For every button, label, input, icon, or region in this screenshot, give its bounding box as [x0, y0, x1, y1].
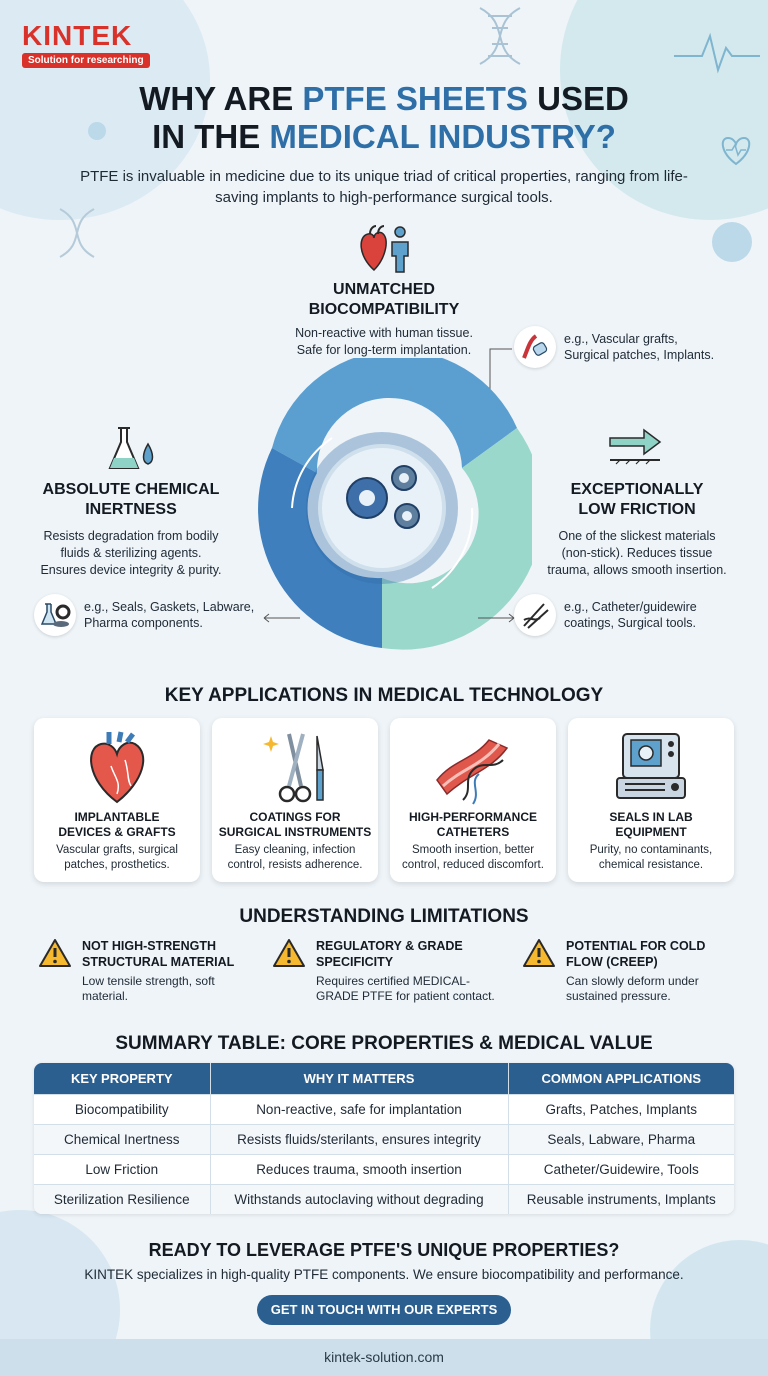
table-cell: Reusable instruments, Implants [508, 1184, 734, 1214]
title-text: USED [527, 80, 629, 117]
table-cell: Reduces trauma, smooth insertion [210, 1154, 508, 1184]
table-cell: Chemical Inertness [34, 1124, 210, 1154]
heart-icon [81, 730, 153, 806]
table-header-row [34, 1063, 734, 1094]
limitation-desc: material. [82, 989, 129, 1003]
app-card-implants[interactable] [34, 718, 200, 882]
limitation-title: REGULATORY & GRADE [316, 939, 463, 953]
limitation-title: STRUCTURAL MATERIAL [82, 955, 235, 969]
cta-description: KINTEK specializes in high-quality PTFE components. We ensure biocompatibility and performance. [84, 1267, 684, 1282]
applications-heading: KEY APPLICATIONS IN MEDICAL TECHNOLOGY [164, 685, 604, 706]
card-desc: Smooth insertion, better [411, 844, 535, 856]
dna-icon [470, 4, 530, 68]
property-desc: (non-stick). Reduces tissue [561, 546, 713, 560]
example-text: e.g., Vascular grafts, [564, 332, 678, 346]
property-desc: Ensures device integrity & purity. [40, 563, 222, 577]
card-title: DEVICES & GRAFTS [58, 825, 176, 839]
app-card-lab-seals[interactable] [568, 718, 734, 882]
card-desc: control, resists adherence. [227, 859, 363, 871]
pulse-icon [672, 26, 762, 76]
title-highlight: MEDICAL INDUSTRY? [269, 118, 616, 155]
card-title: SURGICAL INSTRUMENTS [218, 825, 372, 839]
table-row [34, 1154, 734, 1184]
app-card-coatings[interactable] [212, 718, 378, 882]
limitation-item [522, 938, 752, 1004]
limitations-heading: UNDERSTANDING LIMITATIONS [239, 906, 529, 927]
property-desc: One of the slickest materials [558, 529, 716, 543]
dna-icon [52, 205, 102, 260]
bg-dot [712, 222, 752, 262]
table-row [34, 1094, 734, 1124]
property-low-friction [524, 480, 750, 579]
seals-icon [34, 594, 76, 636]
card-desc: patches, prosthetics. [64, 859, 170, 871]
property-desc: Resists degradation from bodily [43, 529, 219, 543]
arrow-friction-icon [606, 426, 664, 466]
contact-experts-button[interactable]: GET IN TOUCH WITH OUR EXPERTS [257, 1295, 511, 1325]
card-desc: control, reduced discomfort. [402, 859, 544, 871]
flask-icon [106, 424, 158, 474]
property-title: EXCEPTIONALLY [570, 481, 704, 498]
property-title: UNMATCHED [333, 281, 435, 298]
card-title: CATHETERS [436, 825, 510, 839]
property-title: INERTNESS [85, 501, 177, 518]
brand-tagline: Solution for researching [22, 53, 150, 68]
property-title: LOW FRICTION [578, 501, 696, 518]
limitation-title: FLOW (CREEP) [566, 955, 658, 969]
property-desc: Safe for long-term implantation. [296, 343, 472, 357]
table-cell: Catheter/Guidewire, Tools [508, 1154, 734, 1184]
title-text: IN THE [152, 118, 270, 155]
table-cell: Sterilization Resilience [34, 1184, 210, 1214]
card-title: COATINGS FOR [249, 810, 341, 824]
property-desc: Non-reactive with human tissue. [295, 326, 473, 340]
warning-icon [272, 938, 306, 968]
example-text: Pharma components. [84, 616, 203, 630]
example-text: e.g., Catheter/guidewire [564, 600, 697, 614]
card-desc: Easy cleaning, infection [234, 844, 356, 856]
property-title: ABSOLUTE CHEMICAL [42, 481, 220, 498]
limitation-title: POTENTIAL FOR COLD [566, 939, 706, 953]
column-header: KEY PROPERTY [34, 1063, 210, 1094]
title-highlight: PTFE SHEETS [302, 80, 528, 117]
limitation-desc: Low tensile strength, soft [82, 974, 215, 988]
summary-table [34, 1063, 734, 1214]
scissors-icon [255, 730, 335, 806]
property-desc: trauma, allows smooth insertion. [547, 563, 727, 577]
property-title: BIOCOMPATIBILITY [308, 301, 460, 318]
connector-line [476, 612, 516, 624]
property-desc: fluids & sterilizing agents. [60, 546, 202, 560]
card-desc: Purity, no contaminants, [589, 844, 713, 856]
summary-heading: SUMMARY TABLE: CORE PROPERTIES & MEDICAL VALUE [115, 1033, 653, 1054]
example-chemical [34, 594, 254, 636]
cta-heading: READY TO LEVERAGE PTFE'S UNIQUE PROPERTIES? [148, 1240, 620, 1260]
title-text: WHY ARE [139, 80, 303, 117]
limitation-desc: sustained pressure. [566, 989, 671, 1003]
column-header: WHY IT MATTERS [210, 1063, 508, 1094]
brand-logo[interactable] [22, 22, 150, 68]
lab-equipment-icon [611, 730, 691, 806]
tools-icon [514, 594, 556, 636]
example-text: Surgical patches, Implants. [564, 348, 715, 362]
heart-person-icon [356, 222, 414, 274]
page-subtitle: PTFE is invaluable in medicine due to its unique triad of critical properties, ranging from life-saving implants to high-performance surgical tools. [80, 168, 688, 206]
table-cell: Grafts, Patches, Implants [508, 1094, 734, 1124]
warning-icon [38, 938, 72, 968]
limitation-desc: GRADE PTFE for patient contact. [316, 989, 495, 1003]
page-title [0, 80, 768, 156]
example-text: e.g., Seals, Gaskets, Labware, [84, 600, 255, 614]
connector-line [262, 612, 302, 624]
table-cell: Biocompatibility [34, 1094, 210, 1124]
table-cell: Non-reactive, safe for implantation [210, 1094, 508, 1124]
brand-name: KINTEK [22, 20, 133, 51]
limitation-item [38, 938, 268, 1004]
app-card-catheters[interactable] [390, 718, 556, 882]
column-header: COMMON APPLICATIONS [508, 1063, 734, 1094]
footer-url[interactable]: kintek-solution.com [0, 1339, 768, 1376]
example-text: coatings, Surgical tools. [564, 616, 697, 630]
card-desc: chemical resistance. [598, 859, 704, 871]
limitation-item [272, 938, 502, 1004]
table-cell: Resists fluids/sterilants, ensures integrity [210, 1124, 508, 1154]
limitation-desc: Can slowly deform under [566, 974, 699, 988]
card-title: SEALS IN LAB [609, 810, 693, 824]
card-title: IMPLANTABLE [74, 810, 160, 824]
example-biocompatibility [514, 326, 714, 368]
property-chemical-inertness [18, 480, 244, 579]
card-desc: Vascular grafts, surgical [56, 844, 178, 856]
table-row [34, 1184, 734, 1214]
limitation-title: NOT HIGH-STRENGTH [82, 939, 217, 953]
card-title: EQUIPMENT [615, 825, 687, 839]
limitation-title: SPECIFICITY [316, 955, 394, 969]
example-friction [514, 594, 697, 636]
table-cell: Seals, Labware, Pharma [508, 1124, 734, 1154]
warning-icon [522, 938, 556, 968]
table-row [34, 1124, 734, 1154]
table-cell: Withstands autoclaving without degrading [210, 1184, 508, 1214]
limitation-desc: Requires certified MEDICAL- [316, 974, 471, 988]
catheter-icon [433, 730, 513, 806]
card-title: HIGH-PERFORMANCE [409, 810, 537, 824]
table-cell: Low Friction [34, 1154, 210, 1184]
